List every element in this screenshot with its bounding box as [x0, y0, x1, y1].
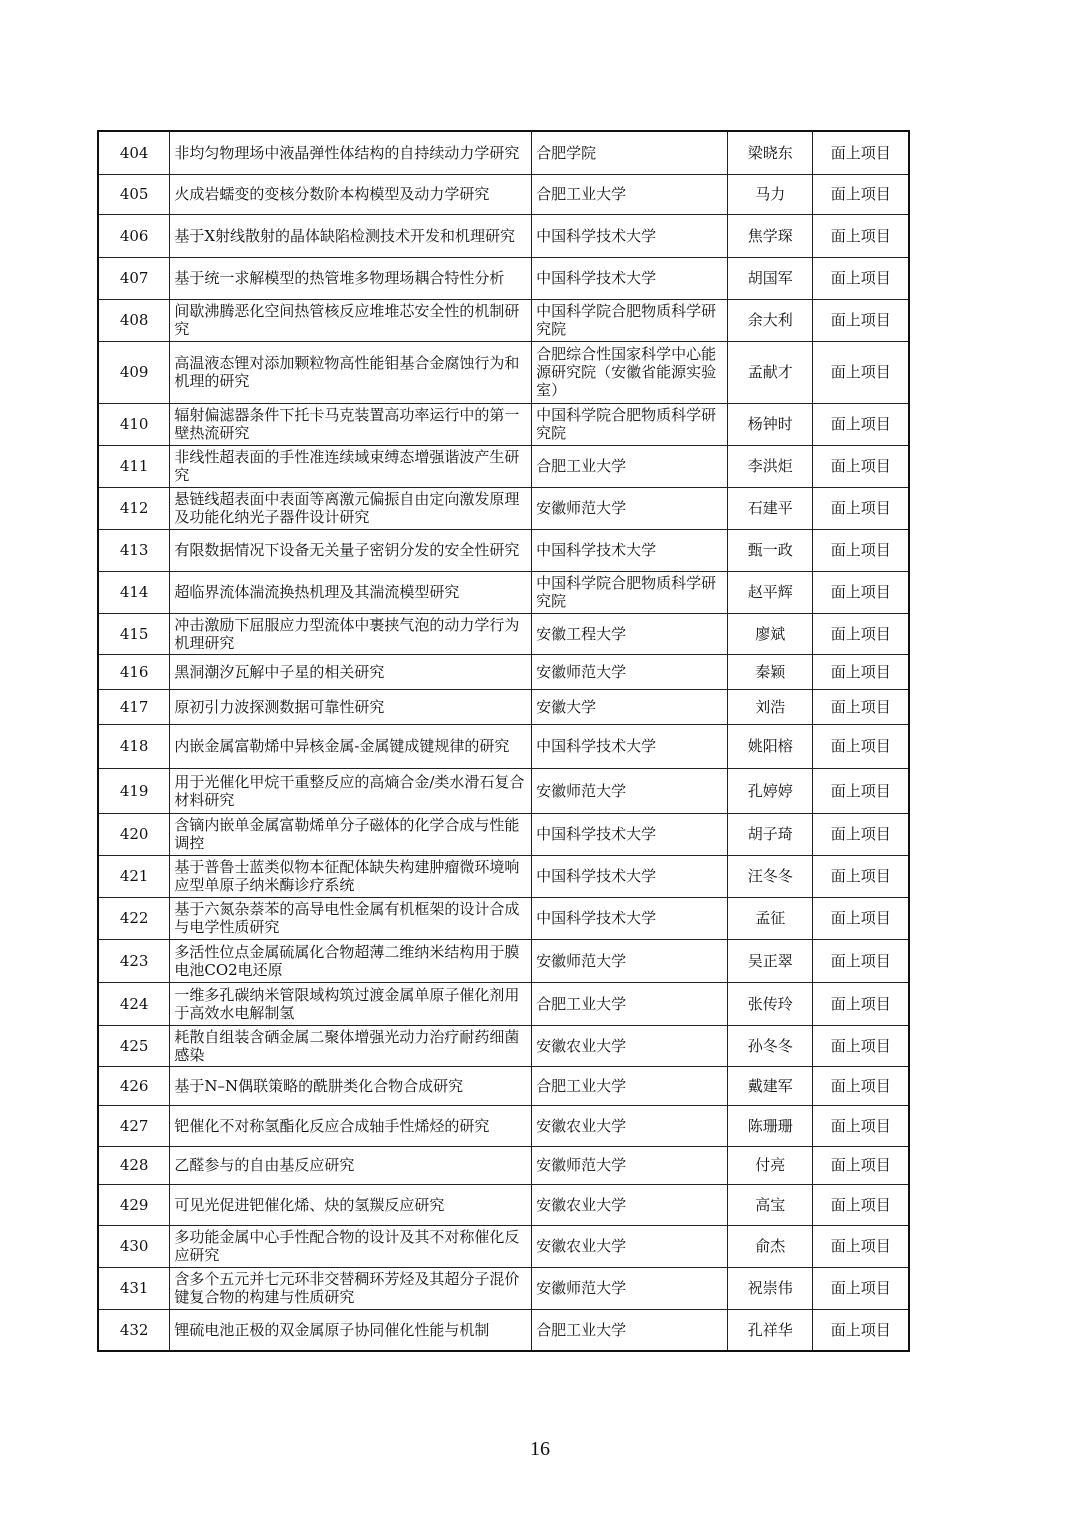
- project-type-cell: 面上项目: [813, 1146, 909, 1184]
- project-table: [97, 130, 910, 1352]
- project-type-cell: 面上项目: [813, 571, 909, 613]
- project-type-cell: 面上项目: [813, 1267, 909, 1309]
- principal-investigator-cell: 戴建军: [728, 1066, 813, 1105]
- project-title-cell: 辐射偏滤器条件下托卡马克装置高功率运行中的第一壁热流研究: [170, 403, 532, 445]
- principal-investigator-cell: 胡子琦: [728, 813, 813, 855]
- institution-cell: 安徽工程大学: [532, 613, 728, 654]
- project-table-body: [98, 131, 909, 1351]
- project-title-cell: 乙醛参与的自由基反应研究: [170, 1146, 532, 1184]
- table-row: [98, 813, 909, 855]
- principal-investigator-cell: 陈珊珊: [728, 1105, 813, 1146]
- project-number-cell: 408: [98, 299, 170, 341]
- project-title-cell: 含镝内嵌单金属富勒烯单分子磁体的化学合成与性能调控: [170, 813, 532, 855]
- principal-investigator-cell: 姚阳榕: [728, 724, 813, 768]
- project-title-cell: 超临界流体湍流换热机理及其湍流模型研究: [170, 571, 532, 613]
- project-title-cell: 间歇沸腾恶化空间热管核反应堆堆芯安全性的机制研究: [170, 299, 532, 341]
- project-title-cell: 钯催化不对称氢酯化反应合成轴手性烯烃的研究: [170, 1105, 532, 1146]
- principal-investigator-cell: 刘浩: [728, 689, 813, 724]
- principal-investigator-cell: 孟征: [728, 897, 813, 939]
- institution-cell: 合肥工业大学: [532, 1309, 728, 1351]
- institution-cell: 中国科学技术大学: [532, 855, 728, 897]
- table-row: [98, 1146, 909, 1184]
- principal-investigator-cell: 汪冬冬: [728, 855, 813, 897]
- project-number-cell: 406: [98, 214, 170, 257]
- principal-investigator-cell: 付亮: [728, 1146, 813, 1184]
- institution-cell: 安徽师范大学: [532, 939, 728, 982]
- institution-cell: 合肥工业大学: [532, 174, 728, 214]
- institution-cell: 安徽农业大学: [532, 1225, 728, 1267]
- institution-cell: 中国科学院合肥物质科学研究院: [532, 571, 728, 613]
- institution-cell: 安徽师范大学: [532, 654, 728, 689]
- principal-investigator-cell: 石建平: [728, 487, 813, 529]
- project-type-cell: 面上项目: [813, 174, 909, 214]
- institution-cell: 安徽师范大学: [532, 768, 728, 813]
- table-row: [98, 939, 909, 982]
- institution-cell: 安徽师范大学: [532, 1267, 728, 1309]
- project-title-cell: 内嵌金属富勒烯中异核金属-金属键成键规律的研究: [170, 724, 532, 768]
- project-type-cell: 面上项目: [813, 1309, 909, 1351]
- principal-investigator-cell: 赵平辉: [728, 571, 813, 613]
- principal-investigator-cell: 李洪炬: [728, 445, 813, 487]
- project-title-cell: 基于N–N偶联策略的酰肼类化合物合成研究: [170, 1066, 532, 1105]
- institution-cell: 中国科学技术大学: [532, 529, 728, 571]
- project-title-cell: 基于统一求解模型的热管堆多物理场耦合特性分析: [170, 257, 532, 299]
- project-title-cell: 可见光促进钯催化烯、炔的氢羰反应研究: [170, 1184, 532, 1225]
- page-number: 16: [530, 1438, 550, 1460]
- project-title-cell: 非均匀物理场中液晶弹性体结构的自持续动力学研究: [170, 131, 532, 174]
- principal-investigator-cell: 胡国军: [728, 257, 813, 299]
- project-number-cell: 407: [98, 257, 170, 299]
- project-title-cell: 黑洞潮汐瓦解中子星的相关研究: [170, 654, 532, 689]
- project-type-cell: 面上项目: [813, 768, 909, 813]
- institution-cell: 合肥学院: [532, 131, 728, 174]
- project-type-cell: 面上项目: [813, 613, 909, 654]
- institution-cell: 安徽农业大学: [532, 1025, 728, 1066]
- project-type-cell: 面上项目: [813, 131, 909, 174]
- project-number-cell: 419: [98, 768, 170, 813]
- project-type-cell: 面上项目: [813, 982, 909, 1025]
- project-number-cell: 418: [98, 724, 170, 768]
- project-type-cell: 面上项目: [813, 257, 909, 299]
- project-type-cell: 面上项目: [813, 897, 909, 939]
- principal-investigator-cell: 廖斌: [728, 613, 813, 654]
- project-title-cell: 基于普鲁士蓝类似物本征配体缺失构建肿瘤微环境响应型单原子纳米酶诊疗系统: [170, 855, 532, 897]
- project-type-cell: 面上项目: [813, 299, 909, 341]
- institution-cell: 中国科学技术大学: [532, 897, 728, 939]
- project-title-cell: 多活性位点金属硫属化合物超薄二维纳米结构用于膜电池CO2电还原: [170, 939, 532, 982]
- project-type-cell: 面上项目: [813, 341, 909, 403]
- project-title-cell: 非线性超表面的手性准连续域束缚态增强谐波产生研究: [170, 445, 532, 487]
- project-type-cell: 面上项目: [813, 689, 909, 724]
- table-row: [98, 529, 909, 571]
- project-type-cell: 面上项目: [813, 1066, 909, 1105]
- institution-cell: 合肥工业大学: [532, 445, 728, 487]
- principal-investigator-cell: 孔婷婷: [728, 768, 813, 813]
- table-row: [98, 571, 909, 613]
- project-number-cell: 427: [98, 1105, 170, 1146]
- table-row: [98, 403, 909, 445]
- project-number-cell: 414: [98, 571, 170, 613]
- table-row: [98, 897, 909, 939]
- project-title-cell: 一维多孔碳纳米管限域构筑过渡金属单原子催化剂用于高效水电解制氢: [170, 982, 532, 1025]
- project-title-cell: 有限数据情况下设备无关量子密钥分发的安全性研究: [170, 529, 532, 571]
- table-row: [98, 613, 909, 654]
- project-number-cell: 417: [98, 689, 170, 724]
- table-row: [98, 768, 909, 813]
- project-title-cell: 悬链线超表面中表面等离激元偏振自由定向激发原理及功能化纳光子器件设计研究: [170, 487, 532, 529]
- table-row: [98, 654, 909, 689]
- project-number-cell: 412: [98, 487, 170, 529]
- principal-investigator-cell: 马力: [728, 174, 813, 214]
- institution-cell: 中国科学院合肥物质科学研究院: [532, 403, 728, 445]
- institution-cell: 中国科学技术大学: [532, 724, 728, 768]
- principal-investigator-cell: 孙冬冬: [728, 1025, 813, 1066]
- institution-cell: 中国科学技术大学: [532, 214, 728, 257]
- table-row: [98, 445, 909, 487]
- principal-investigator-cell: 梁晓东: [728, 131, 813, 174]
- principal-investigator-cell: 秦颖: [728, 654, 813, 689]
- project-number-cell: 431: [98, 1267, 170, 1309]
- principal-investigator-cell: 孟献才: [728, 341, 813, 403]
- project-number-cell: 416: [98, 654, 170, 689]
- project-title-cell: 基于六氮杂萘苯的高导电性金属有机框架的设计合成与电学性质研究: [170, 897, 532, 939]
- project-type-cell: 面上项目: [813, 1025, 909, 1066]
- project-title-cell: 锂硫电池正极的双金属原子协同催化性能与机制: [170, 1309, 532, 1351]
- principal-investigator-cell: 张传玲: [728, 982, 813, 1025]
- project-number-cell: 432: [98, 1309, 170, 1351]
- project-title-cell: 原初引力波探测数据可靠性研究: [170, 689, 532, 724]
- project-title-cell: 基于X射线散射的晶体缺陷检测技术开发和机理研究: [170, 214, 532, 257]
- project-type-cell: 面上项目: [813, 813, 909, 855]
- table-row: [98, 855, 909, 897]
- project-number-cell: 430: [98, 1225, 170, 1267]
- project-type-cell: 面上项目: [813, 214, 909, 257]
- table-row: [98, 1309, 909, 1351]
- project-number-cell: 410: [98, 403, 170, 445]
- project-type-cell: 面上项目: [813, 855, 909, 897]
- principal-investigator-cell: 吴正翠: [728, 939, 813, 982]
- institution-cell: 安徽师范大学: [532, 487, 728, 529]
- institution-cell: 安徽大学: [532, 689, 728, 724]
- institution-cell: 中国科学技术大学: [532, 813, 728, 855]
- table-row: [98, 214, 909, 257]
- table-row: [98, 1225, 909, 1267]
- project-type-cell: 面上项目: [813, 724, 909, 768]
- project-type-cell: 面上项目: [813, 654, 909, 689]
- project-number-cell: 405: [98, 174, 170, 214]
- project-title-cell: 多功能金属中心手性配合物的设计及其不对称催化反应研究: [170, 1225, 532, 1267]
- table-row: [98, 1267, 909, 1309]
- institution-cell: 安徽农业大学: [532, 1105, 728, 1146]
- institution-cell: 合肥工业大学: [532, 1066, 728, 1105]
- project-number-cell: 415: [98, 613, 170, 654]
- table-row: [98, 689, 909, 724]
- project-type-cell: 面上项目: [813, 939, 909, 982]
- project-number-cell: 422: [98, 897, 170, 939]
- project-number-cell: 404: [98, 131, 170, 174]
- principal-investigator-cell: 孔祥华: [728, 1309, 813, 1351]
- project-type-cell: 面上项目: [813, 487, 909, 529]
- project-title-cell: 火成岩蠕变的变核分数阶本构模型及动力学研究: [170, 174, 532, 214]
- project-number-cell: 420: [98, 813, 170, 855]
- principal-investigator-cell: 高宝: [728, 1184, 813, 1225]
- project-type-cell: 面上项目: [813, 1225, 909, 1267]
- principal-investigator-cell: 甄一政: [728, 529, 813, 571]
- table-row: [98, 1184, 909, 1225]
- principal-investigator-cell: 余大利: [728, 299, 813, 341]
- project-type-cell: 面上项目: [813, 1105, 909, 1146]
- project-type-cell: 面上项目: [813, 529, 909, 571]
- project-number-cell: 413: [98, 529, 170, 571]
- project-title-cell: 用于光催化甲烷干重整反应的高熵合金/类水滑石复合材料研究: [170, 768, 532, 813]
- project-number-cell: 429: [98, 1184, 170, 1225]
- principal-investigator-cell: 俞杰: [728, 1225, 813, 1267]
- table-row: [98, 724, 909, 768]
- project-type-cell: 面上项目: [813, 1184, 909, 1225]
- project-number-cell: 425: [98, 1025, 170, 1066]
- project-title-cell: 冲击激励下屈服应力型流体中裹挟气泡的动力学行为机理研究: [170, 613, 532, 654]
- table-row: [98, 1025, 909, 1066]
- table-row: [98, 487, 909, 529]
- principal-investigator-cell: 杨钟时: [728, 403, 813, 445]
- project-number-cell: 428: [98, 1146, 170, 1184]
- project-number-cell: 409: [98, 341, 170, 403]
- institution-cell: 安徽师范大学: [532, 1146, 728, 1184]
- table-row: [98, 982, 909, 1025]
- principal-investigator-cell: 祝崇伟: [728, 1267, 813, 1309]
- project-title-cell: 高温液态锂对添加颗粒物高性能钼基合金腐蚀行为和机理的研究: [170, 341, 532, 403]
- project-title-cell: 含多个五元并七元环非交替稠环芳烃及其超分子混价键复合物的构建与性质研究: [170, 1267, 532, 1309]
- institution-cell: 中国科学院合肥物质科学研究院: [532, 299, 728, 341]
- table-row: [98, 341, 909, 403]
- table-row: [98, 1066, 909, 1105]
- project-number-cell: 424: [98, 982, 170, 1025]
- table-row: [98, 131, 909, 174]
- project-number-cell: 411: [98, 445, 170, 487]
- table-row: [98, 257, 909, 299]
- table-row: [98, 299, 909, 341]
- project-type-cell: 面上项目: [813, 445, 909, 487]
- project-number-cell: 426: [98, 1066, 170, 1105]
- project-number-cell: 423: [98, 939, 170, 982]
- institution-cell: 合肥工业大学: [532, 982, 728, 1025]
- table-row: [98, 174, 909, 214]
- project-number-cell: 421: [98, 855, 170, 897]
- table-row: [98, 1105, 909, 1146]
- project-title-cell: 耗散自组装含硒金属二聚体增强光动力治疗耐药细菌感染: [170, 1025, 532, 1066]
- principal-investigator-cell: 焦学琛: [728, 214, 813, 257]
- institution-cell: 中国科学技术大学: [532, 257, 728, 299]
- institution-cell: 安徽农业大学: [532, 1184, 728, 1225]
- institution-cell: 合肥综合性国家科学中心能源研究院（安徽省能源实验室）: [532, 341, 728, 403]
- project-type-cell: 面上项目: [813, 403, 909, 445]
